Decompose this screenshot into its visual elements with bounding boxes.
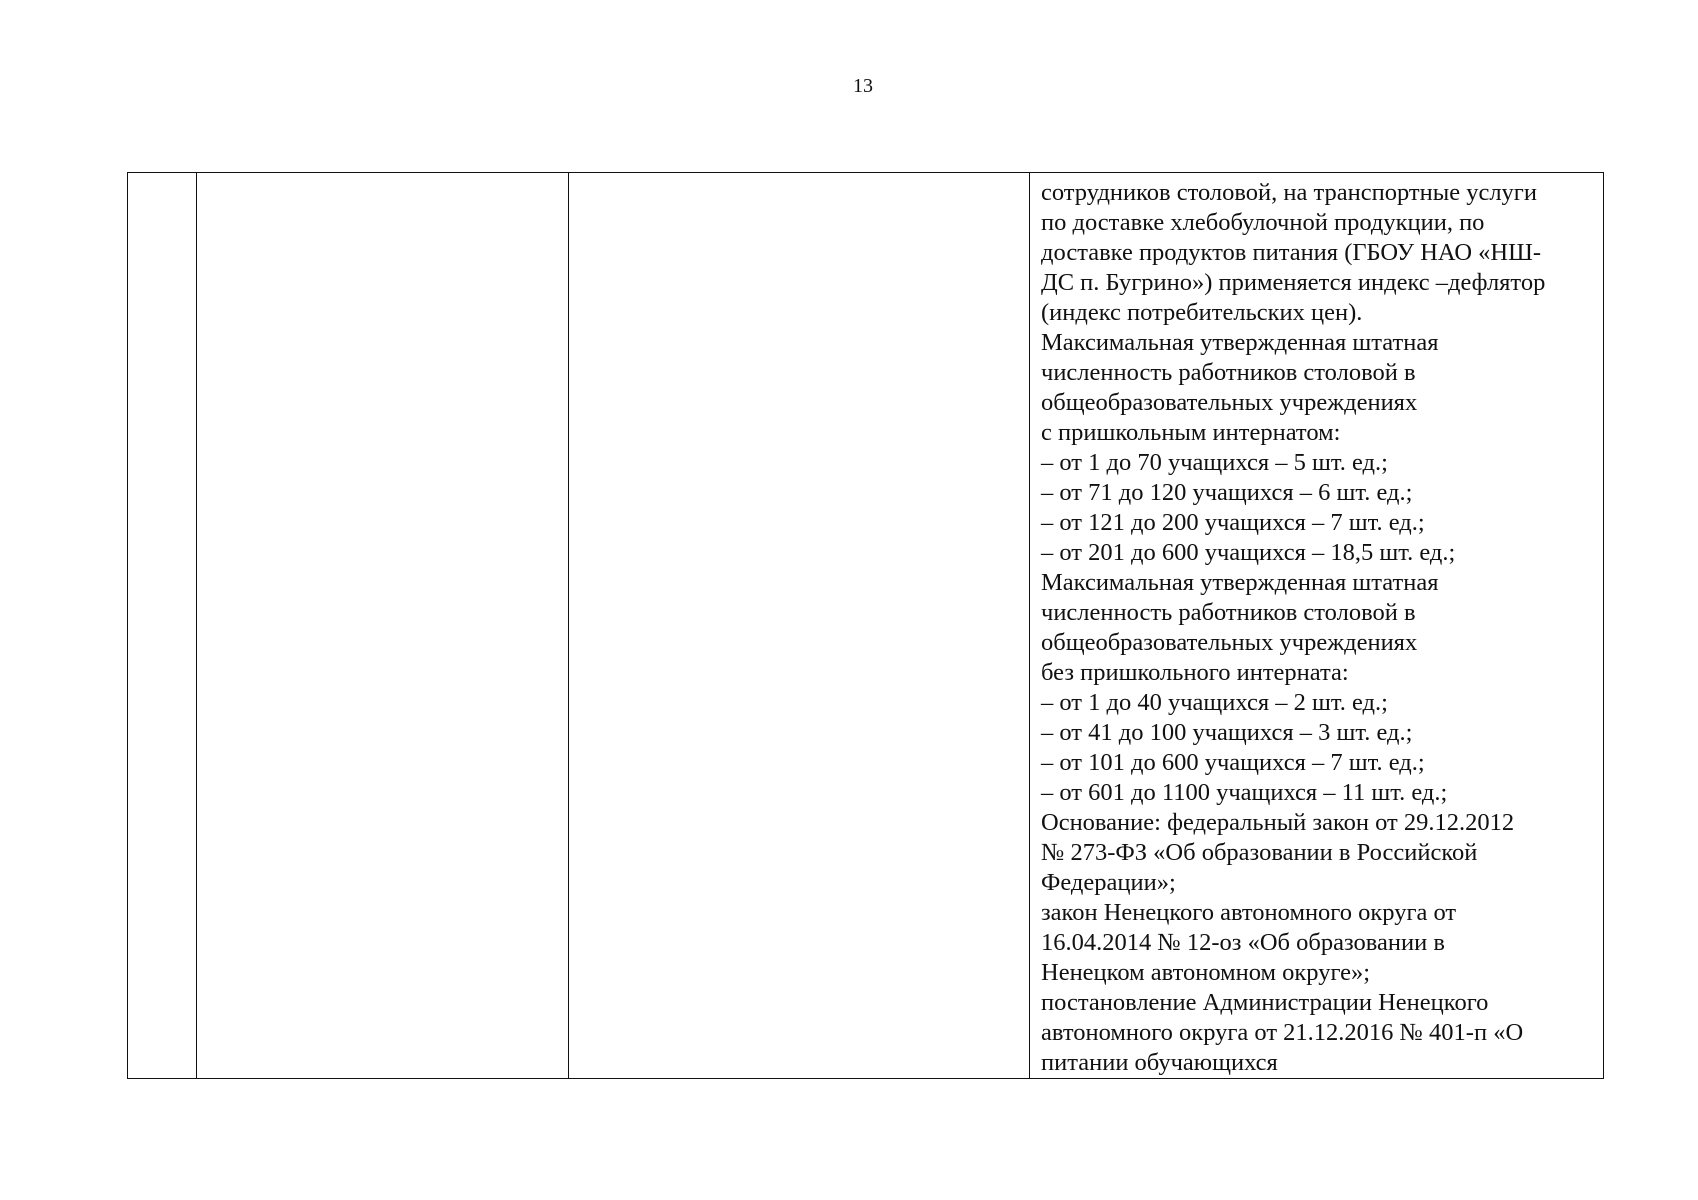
text-line: общеобразовательных учреждениях (1041, 629, 1418, 656)
document-table (127, 172, 1604, 1079)
text-line: – от 601 до 1100 учащихся – 11 шт. ед.; (1041, 779, 1448, 806)
text-line: сотрудников столовой, на транспортные услуги (1041, 179, 1537, 206)
text-line: автономного округа от 21.12.2016 № 401-п «О (1041, 1019, 1524, 1046)
text-line: Максимальная утвержденная штатная (1041, 329, 1439, 356)
page-number: 13 (853, 75, 873, 97)
text-line: – от 121 до 200 учащихся – 7 шт. ед.; (1041, 509, 1425, 536)
text-line: по доставке хлебобулочной продукции, по (1041, 209, 1485, 236)
text-line: численность работников столовой в (1041, 599, 1416, 626)
text-line: численность работников столовой в (1041, 359, 1416, 386)
norms-text (1030, 173, 1603, 1078)
text-line: общеобразовательных учреждениях (1041, 389, 1418, 416)
text-line: № 273-ФЗ «Об образовании в Российской (1041, 839, 1478, 866)
text-line: Ненецком автономном округе»; (1041, 959, 1371, 986)
text-line: Основание: федеральный закон от 29.12.2012 (1041, 809, 1515, 836)
text-line: – от 201 до 600 учащихся – 18,5 шт. ед.; (1041, 539, 1456, 566)
table-cell-norms (1030, 173, 1604, 1079)
text-line: Федерации»; (1041, 869, 1176, 896)
table-cell-number (128, 173, 197, 1079)
table-row (128, 173, 1604, 1079)
table-cell-description (569, 173, 1030, 1079)
text-line: (индекс потребительских цен). (1041, 299, 1363, 326)
text-line: доставке продуктов питания (ГБОУ НАО «НШ- (1041, 239, 1542, 266)
text-line: Максимальная утвержденная штатная (1041, 569, 1439, 596)
text-line: с пришкольным интернатом: (1041, 419, 1341, 446)
text-line: постановление Администрации Ненецкого (1041, 989, 1489, 1016)
text-line: – от 41 до 100 учащихся – 3 шт. ед.; (1041, 719, 1413, 746)
text-line: – от 71 до 120 учащихся – 6 шт. ед.; (1041, 479, 1413, 506)
text-line: – от 101 до 600 учащихся – 7 шт. ед.; (1041, 749, 1425, 776)
text-line: – от 1 до 40 учащихся – 2 шт. ед.; (1041, 689, 1388, 716)
text-line: закон Ненецкого автономного округа от (1041, 899, 1457, 926)
text-line: питании обучающихся (1041, 1049, 1278, 1076)
table-cell-name (197, 173, 569, 1079)
text-line: – от 1 до 70 учащихся – 5 шт. ед.; (1041, 449, 1388, 476)
text-line: ДС п. Бугрино») применяется индекс –дефлятор (1041, 269, 1546, 296)
text-line: без пришкольного интерната: (1041, 659, 1349, 686)
text-line: 16.04.2014 № 12-оз «Об образовании в (1041, 929, 1445, 956)
